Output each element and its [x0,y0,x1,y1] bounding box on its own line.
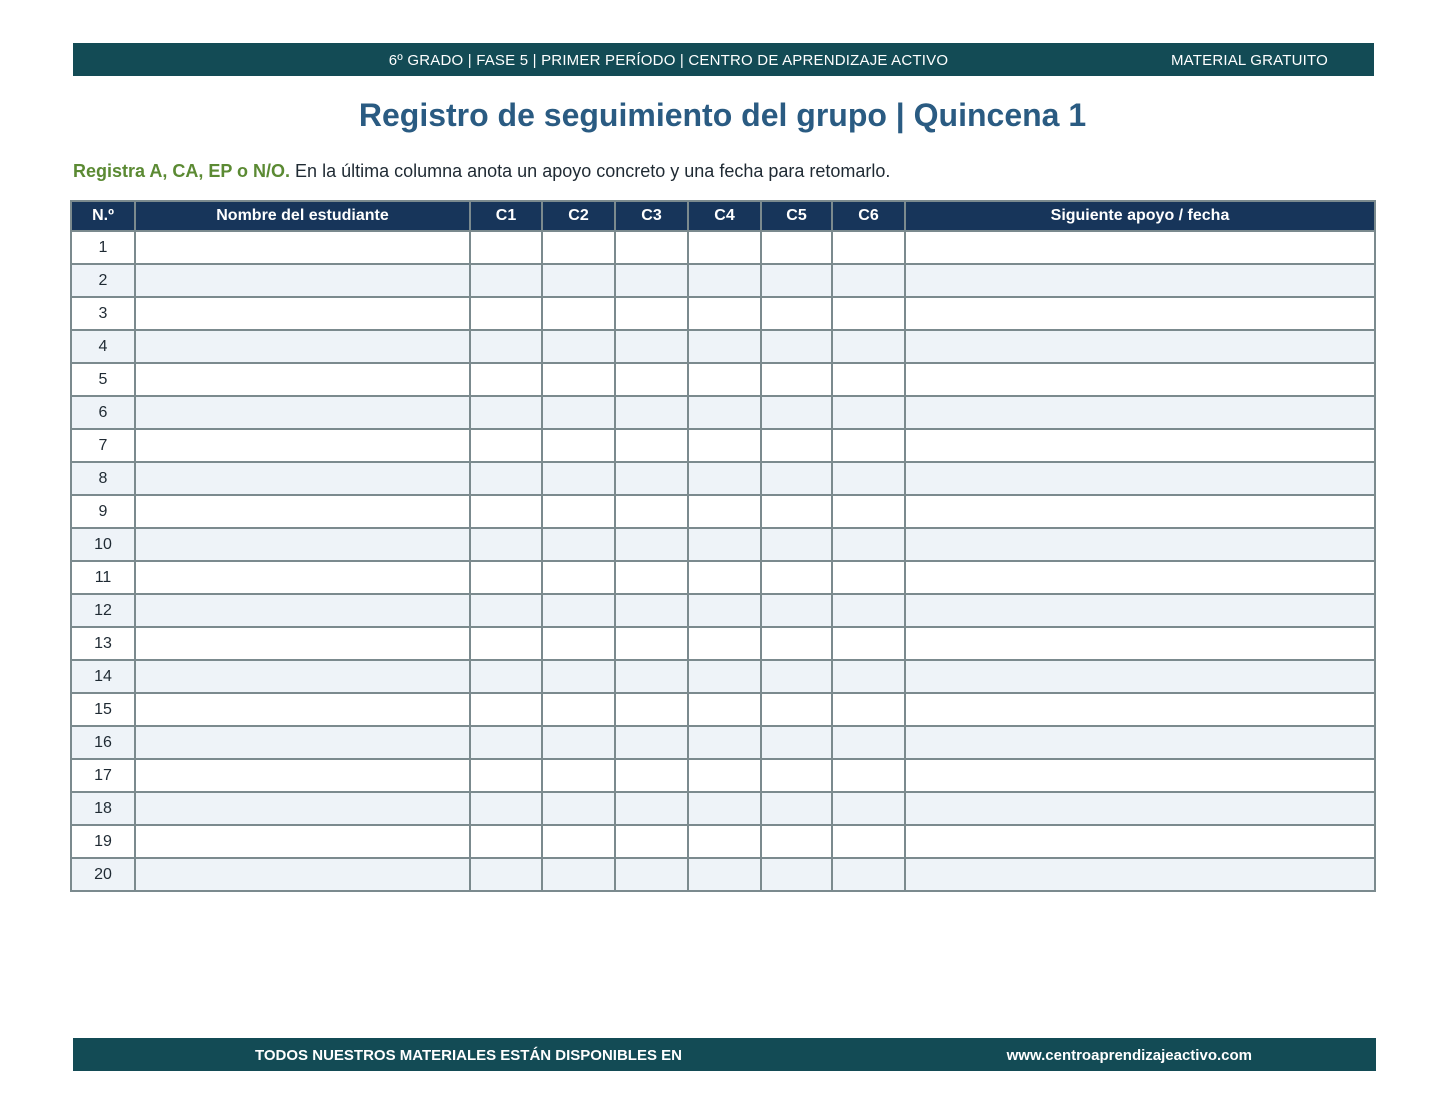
c3-cell[interactable] [615,825,688,858]
c2-cell[interactable] [542,594,615,627]
c4-cell[interactable] [688,297,761,330]
next-support-cell[interactable] [905,495,1375,528]
student-name-cell[interactable] [135,825,470,858]
c6-cell[interactable] [832,660,905,693]
c6-cell[interactable] [832,858,905,891]
next-support-cell[interactable] [905,462,1375,495]
c4-cell[interactable] [688,693,761,726]
c1-cell[interactable] [470,792,542,825]
c3-cell[interactable] [615,726,688,759]
c6-cell[interactable] [832,825,905,858]
col-header-student-name: Nombre del estudiante [135,201,470,231]
row-number: 16 [71,726,135,759]
row-number: 13 [71,627,135,660]
row-number: 10 [71,528,135,561]
table-row [71,825,1375,858]
c4-cell[interactable] [688,561,761,594]
c6-cell[interactable] [832,627,905,660]
c2-cell[interactable] [542,297,615,330]
c1-cell[interactable] [470,429,542,462]
c4-cell[interactable] [688,825,761,858]
c4-cell[interactable] [688,792,761,825]
c6-cell[interactable] [832,330,905,363]
c1-cell[interactable] [470,264,542,297]
instructions-text: En la última columna anota un apoyo concreto y una fecha para retomarlo. [290,161,891,181]
c6-cell[interactable] [832,759,905,792]
next-support-cell[interactable] [905,660,1375,693]
c6-cell[interactable] [832,363,905,396]
c2-cell[interactable] [542,495,615,528]
c5-cell[interactable] [761,858,832,891]
c5-cell[interactable] [761,330,832,363]
header-free-material: MATERIAL GRATUITO [1170,52,1328,69]
c2-cell[interactable] [542,825,615,858]
table-row [71,231,1375,264]
c2-cell[interactable] [542,693,615,726]
col-header-c6: C6 [832,201,905,231]
next-support-cell[interactable] [905,825,1375,858]
next-support-cell[interactable] [905,264,1375,297]
col-header-number: N.º [71,201,135,231]
c1-cell[interactable] [470,825,542,858]
table-row [71,627,1375,660]
c5-cell[interactable] [761,528,832,561]
c1-cell[interactable] [470,363,542,396]
c5-cell[interactable] [761,693,832,726]
c3-cell[interactable] [615,396,688,429]
page-title: Registro de seguimiento del grupo | Quincena 1 [358,97,1087,133]
table-row [71,693,1375,726]
c1-cell[interactable] [470,594,542,627]
c4-cell[interactable] [688,759,761,792]
c6-cell[interactable] [832,792,905,825]
table-row [71,429,1375,462]
c2-cell[interactable] [542,429,615,462]
c6-cell[interactable] [832,561,905,594]
c4-cell[interactable] [688,462,761,495]
table-row [71,528,1375,561]
c3-cell[interactable] [615,330,688,363]
c4-cell[interactable] [688,528,761,561]
row-number: 9 [71,495,135,528]
student-name-cell[interactable] [135,759,470,792]
table-row [71,462,1375,495]
student-name-cell[interactable] [135,627,470,660]
c4-cell[interactable] [688,627,761,660]
next-support-cell[interactable] [905,627,1375,660]
c4-cell[interactable] [688,495,761,528]
row-number: 3 [71,297,135,330]
c2-cell[interactable] [542,726,615,759]
c6-cell[interactable] [832,231,905,264]
c3-cell[interactable] [615,627,688,660]
c3-cell[interactable] [615,792,688,825]
c6-cell[interactable] [832,297,905,330]
c3-cell[interactable] [615,660,688,693]
c2-cell[interactable] [542,462,615,495]
c3-cell[interactable] [615,594,688,627]
c4-cell[interactable] [688,660,761,693]
row-number: 8 [71,462,135,495]
c6-cell[interactable] [832,264,905,297]
next-support-cell[interactable] [905,363,1375,396]
next-support-cell[interactable] [905,726,1375,759]
c6-cell[interactable] [832,429,905,462]
c4-cell[interactable] [688,858,761,891]
footer-text: TODOS NUESTROS MATERIALES ESTÁN DISPONIBLES EN [255,1047,682,1064]
c3-cell[interactable] [615,297,688,330]
c5-cell[interactable] [761,561,832,594]
row-number: 6 [71,396,135,429]
row-number: 17 [71,759,135,792]
table-row [71,495,1375,528]
table-row [71,858,1375,891]
row-number: 5 [71,363,135,396]
table-row [71,363,1375,396]
c5-cell[interactable] [761,825,832,858]
col-header-next-support: Siguiente apoyo / fecha [905,201,1375,231]
table-row [71,264,1375,297]
student-name-cell[interactable] [135,660,470,693]
student-name-cell[interactable] [135,792,470,825]
c2-cell[interactable] [542,528,615,561]
col-header-c3: C3 [615,201,688,231]
c4-cell[interactable] [688,363,761,396]
c2-cell[interactable] [542,231,615,264]
row-number: 18 [71,792,135,825]
table-row [71,396,1375,429]
c5-cell[interactable] [761,726,832,759]
footer-banner [73,1038,1376,1071]
c1-cell[interactable] [470,231,542,264]
row-number: 19 [71,825,135,858]
col-header-c4: C4 [688,201,761,231]
row-number: 2 [71,264,135,297]
student-name-cell[interactable] [135,462,470,495]
c1-cell[interactable] [470,561,542,594]
c5-cell[interactable] [761,462,832,495]
c4-cell[interactable] [688,594,761,627]
c6-cell[interactable] [832,495,905,528]
next-support-cell[interactable] [905,792,1375,825]
c5-cell[interactable] [761,396,832,429]
c1-cell[interactable] [470,759,542,792]
row-number: 14 [71,660,135,693]
col-header-c5: C5 [761,201,832,231]
c3-cell[interactable] [615,528,688,561]
student-name-cell[interactable] [135,396,470,429]
table-row [71,726,1375,759]
c3-cell[interactable] [615,693,688,726]
row-number: 1 [71,231,135,264]
table-row [71,594,1375,627]
student-name-cell[interactable] [135,858,470,891]
student-name-cell[interactable] [135,429,470,462]
student-name-cell[interactable] [135,528,470,561]
c2-cell[interactable] [542,561,615,594]
c4-cell[interactable] [688,264,761,297]
table-row [71,297,1375,330]
student-name-cell[interactable] [135,693,470,726]
c6-cell[interactable] [832,462,905,495]
student-name-cell[interactable] [135,726,470,759]
c2-cell[interactable] [542,396,615,429]
table-row [71,792,1375,825]
student-name-cell[interactable] [135,231,470,264]
c5-cell[interactable] [761,264,832,297]
next-support-cell[interactable] [905,396,1375,429]
student-name-cell[interactable] [135,363,470,396]
col-header-c2: C2 [542,201,615,231]
c2-cell[interactable] [542,264,615,297]
c5-cell[interactable] [761,429,832,462]
instructions-highlight: Registra A, CA, EP o N/O. [73,161,291,181]
next-support-cell[interactable] [905,594,1375,627]
next-support-cell[interactable] [905,297,1375,330]
student-name-cell[interactable] [135,594,470,627]
c5-cell[interactable] [761,660,832,693]
row-number: 4 [71,330,135,363]
c3-cell[interactable] [615,264,688,297]
next-support-cell[interactable] [905,231,1375,264]
student-name-cell[interactable] [135,297,470,330]
c5-cell[interactable] [761,627,832,660]
c3-cell[interactable] [615,429,688,462]
c5-cell[interactable] [761,495,832,528]
c4-cell[interactable] [688,396,761,429]
c6-cell[interactable] [832,726,905,759]
footer-website: www.centroaprendizajeactivo.com [1006,1047,1252,1064]
col-header-c1: C1 [470,201,542,231]
c3-cell[interactable] [615,363,688,396]
c1-cell[interactable] [470,726,542,759]
c4-cell[interactable] [688,726,761,759]
student-name-cell[interactable] [135,264,470,297]
table-row [71,759,1375,792]
c3-cell[interactable] [615,231,688,264]
next-support-cell[interactable] [905,561,1375,594]
c3-cell[interactable] [615,858,688,891]
c5-cell[interactable] [761,594,832,627]
student-name-cell[interactable] [135,330,470,363]
c2-cell[interactable] [542,759,615,792]
student-name-cell[interactable] [135,495,470,528]
table-row [71,561,1375,594]
c1-cell[interactable] [470,693,542,726]
c5-cell[interactable] [761,759,832,792]
table-row [71,660,1375,693]
c1-cell[interactable] [470,297,542,330]
row-number: 20 [71,858,135,891]
next-support-cell[interactable] [905,528,1375,561]
c6-cell[interactable] [832,594,905,627]
c5-cell[interactable] [761,363,832,396]
next-support-cell[interactable] [905,759,1375,792]
c5-cell[interactable] [761,297,832,330]
c4-cell[interactable] [688,330,761,363]
c4-cell[interactable] [688,429,761,462]
table-row [71,330,1375,363]
header-info: 6º GRADO | FASE 5 | PRIMER PERÍODO | CENTRO DE APRENDIZAJE ACTIVO [388,52,949,69]
c2-cell[interactable] [542,363,615,396]
c2-cell[interactable] [542,858,615,891]
student-name-cell[interactable] [135,561,470,594]
c1-cell[interactable] [470,660,542,693]
c2-cell[interactable] [542,330,615,363]
c6-cell[interactable] [832,396,905,429]
c3-cell[interactable] [615,759,688,792]
c1-cell[interactable] [470,330,542,363]
next-support-cell[interactable] [905,330,1375,363]
c1-cell[interactable] [470,858,542,891]
c2-cell[interactable] [542,660,615,693]
c3-cell[interactable] [615,462,688,495]
c5-cell[interactable] [761,231,832,264]
c1-cell[interactable] [470,627,542,660]
row-number: 15 [71,693,135,726]
c5-cell[interactable] [761,792,832,825]
c2-cell[interactable] [542,792,615,825]
c6-cell[interactable] [832,528,905,561]
row-number: 11 [71,561,135,594]
c2-cell[interactable] [542,627,615,660]
next-support-cell[interactable] [905,429,1375,462]
c3-cell[interactable] [615,495,688,528]
c1-cell[interactable] [470,495,542,528]
c6-cell[interactable] [832,693,905,726]
next-support-cell[interactable] [905,693,1375,726]
tracking-table [70,200,1376,892]
c4-cell[interactable] [688,231,761,264]
c1-cell[interactable] [470,462,542,495]
instructions [73,161,890,182]
c3-cell[interactable] [615,561,688,594]
c1-cell[interactable] [470,528,542,561]
c1-cell[interactable] [470,396,542,429]
top-banner [73,43,1374,76]
table-header-row [71,201,1375,231]
row-number: 12 [71,594,135,627]
table-body [71,231,1375,891]
next-support-cell[interactable] [905,858,1375,891]
row-number: 7 [71,429,135,462]
